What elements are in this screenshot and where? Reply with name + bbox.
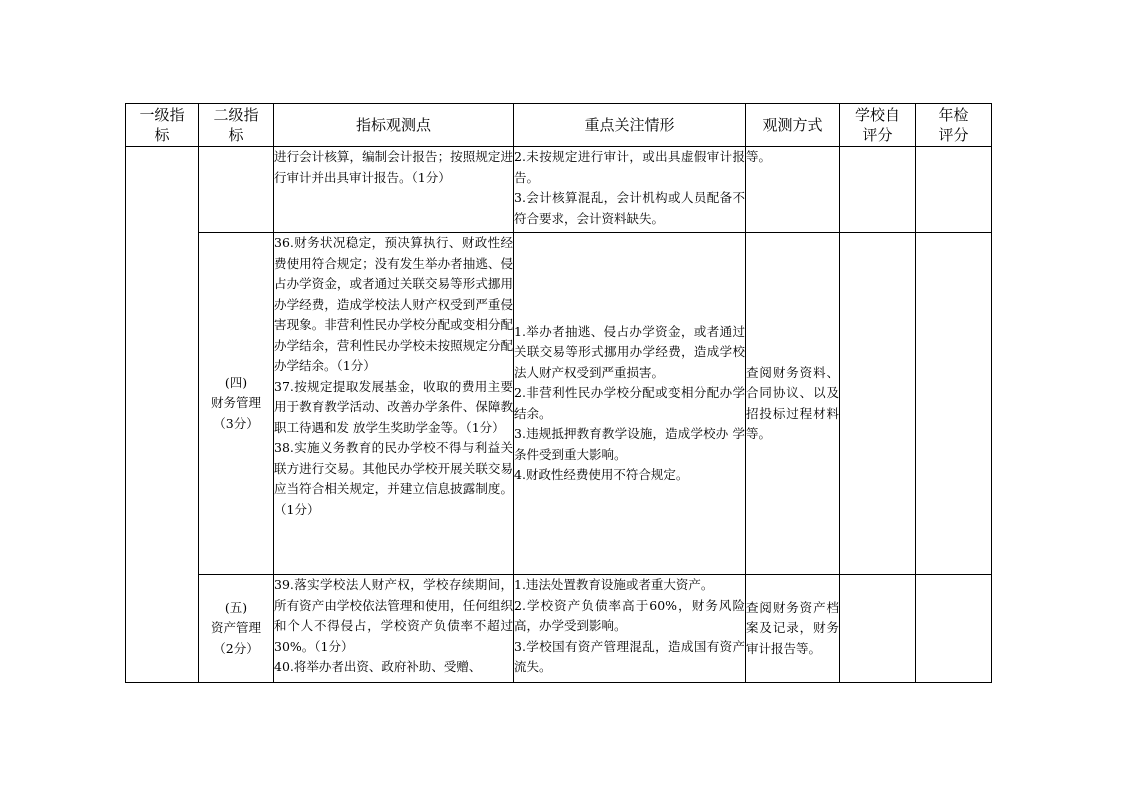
key-concerns-cell [514, 147, 746, 233]
header-key-concerns: 重点关注情形 [514, 104, 746, 147]
table-row-continued [126, 147, 992, 233]
annual-score-cell [916, 575, 992, 683]
observation-method-cell [746, 147, 840, 233]
concern-item: 3.违规抵押教育教学设施，造成学校办 学条件受到重大影响。 [514, 426, 745, 462]
table-row-assets [126, 575, 992, 683]
self-score-cell [840, 575, 916, 683]
concern-item: 1.违法处置教育设施或者重大资产。 [514, 577, 714, 592]
annual-score-cell [916, 147, 992, 233]
category-finance: (四) 财务管理 （3分） [199, 233, 274, 575]
evaluation-table [125, 103, 992, 683]
observation-points-cell [274, 575, 514, 683]
key-concerns-cell [514, 233, 746, 575]
observation-point: 38.实施义务教育的民办学校不得与利益关联方进行交易。其他民办学校开展关联交易应当符合相关规定，并建立信息披露制度。（1分） [274, 440, 513, 517]
self-score-cell [840, 233, 916, 575]
header-annual-score: 年检 评分 [916, 104, 992, 147]
method-text: 等。 [746, 149, 772, 164]
observation-points-cell [274, 233, 514, 575]
header-observation-method: 观测方式 [746, 104, 840, 147]
observation-point: 39.落实学校法人财产权，学校存续期间，所有资产由学校依法管理和使用，任何组织和个人不得侵占，学校资产负债率不超过30%。（1分） [274, 577, 513, 654]
concern-item: 3.学校国有资产管理混乱，造成国有资产流失。 [514, 638, 745, 674]
level1-cell [126, 147, 199, 683]
header-self-score: 学校自 评分 [840, 104, 916, 147]
category-assets: (五) 资产管理 （2分） [199, 575, 274, 683]
header-observation-points: 指标观测点 [274, 104, 514, 147]
table-header-row [126, 104, 992, 147]
observation-point: 37.按规定提取发展基金，收取的费用主要用于教育教学活动、改善办学条件、保障教职工待遇和发 放学生奖助学金等。（1分） [274, 378, 513, 435]
concern-item: 2.学校资产负债率高于60%，财务风险高，办学受到影响。 [514, 597, 745, 633]
observation-method-cell [746, 233, 840, 575]
key-concerns-cell [514, 575, 746, 683]
annual-score-cell [916, 233, 992, 575]
observation-point: 进行会计核算，编制会计报告；按照规定进行审计并出具审计报告。（1分） [274, 149, 513, 185]
concern-item: 2.非营利性民办学校分配或变相分配办学结余。 [514, 385, 745, 421]
observation-points-cell [274, 147, 514, 233]
concern-item: 3.会计核算混乱，会计机构或人员配备不符合要求，会计资料缺失。 [514, 190, 745, 226]
header-level1-indicator: 一级指 标 [126, 104, 199, 147]
observation-point: 40.将举办者出资、政府补助、受赠、 [274, 659, 482, 674]
level2-cell-continued [199, 147, 274, 233]
concern-item: 1.举办者抽逃、侵占办学资金，或者通过关联交易等形式挪用办学经费，造成学校法人财产权受到严重损害。 [514, 323, 745, 380]
table-row-finance [126, 233, 992, 575]
method-text: 查阅财务资产档案及记录，财务审计报告等。 [746, 599, 839, 656]
self-score-cell [840, 147, 916, 233]
header-level2-indicator: 二级指 标 [199, 104, 274, 147]
concern-item: 4.财政性经费使用不符合规定。 [514, 467, 689, 482]
observation-method-cell [746, 575, 840, 683]
method-text: 查阅财务资料、合同协议、以及招投标过程材料等。 [746, 364, 839, 441]
observation-point: 36.财务状况稳定，预决算执行、财政性经费使用符合规定；没有发生举办者抽逃、侵占办学资金，或者通过关联交易等形式挪用办学经费，造成学校法人财产权受到严重侵害现象。非营利性民办学校分配或变相分配办学结余，营利性民办学校未按照规定分配办学结余。（1分） [274, 235, 513, 373]
concern-item: 2.未按规定进行审计，或出具虚假审计报告。 [514, 149, 745, 185]
